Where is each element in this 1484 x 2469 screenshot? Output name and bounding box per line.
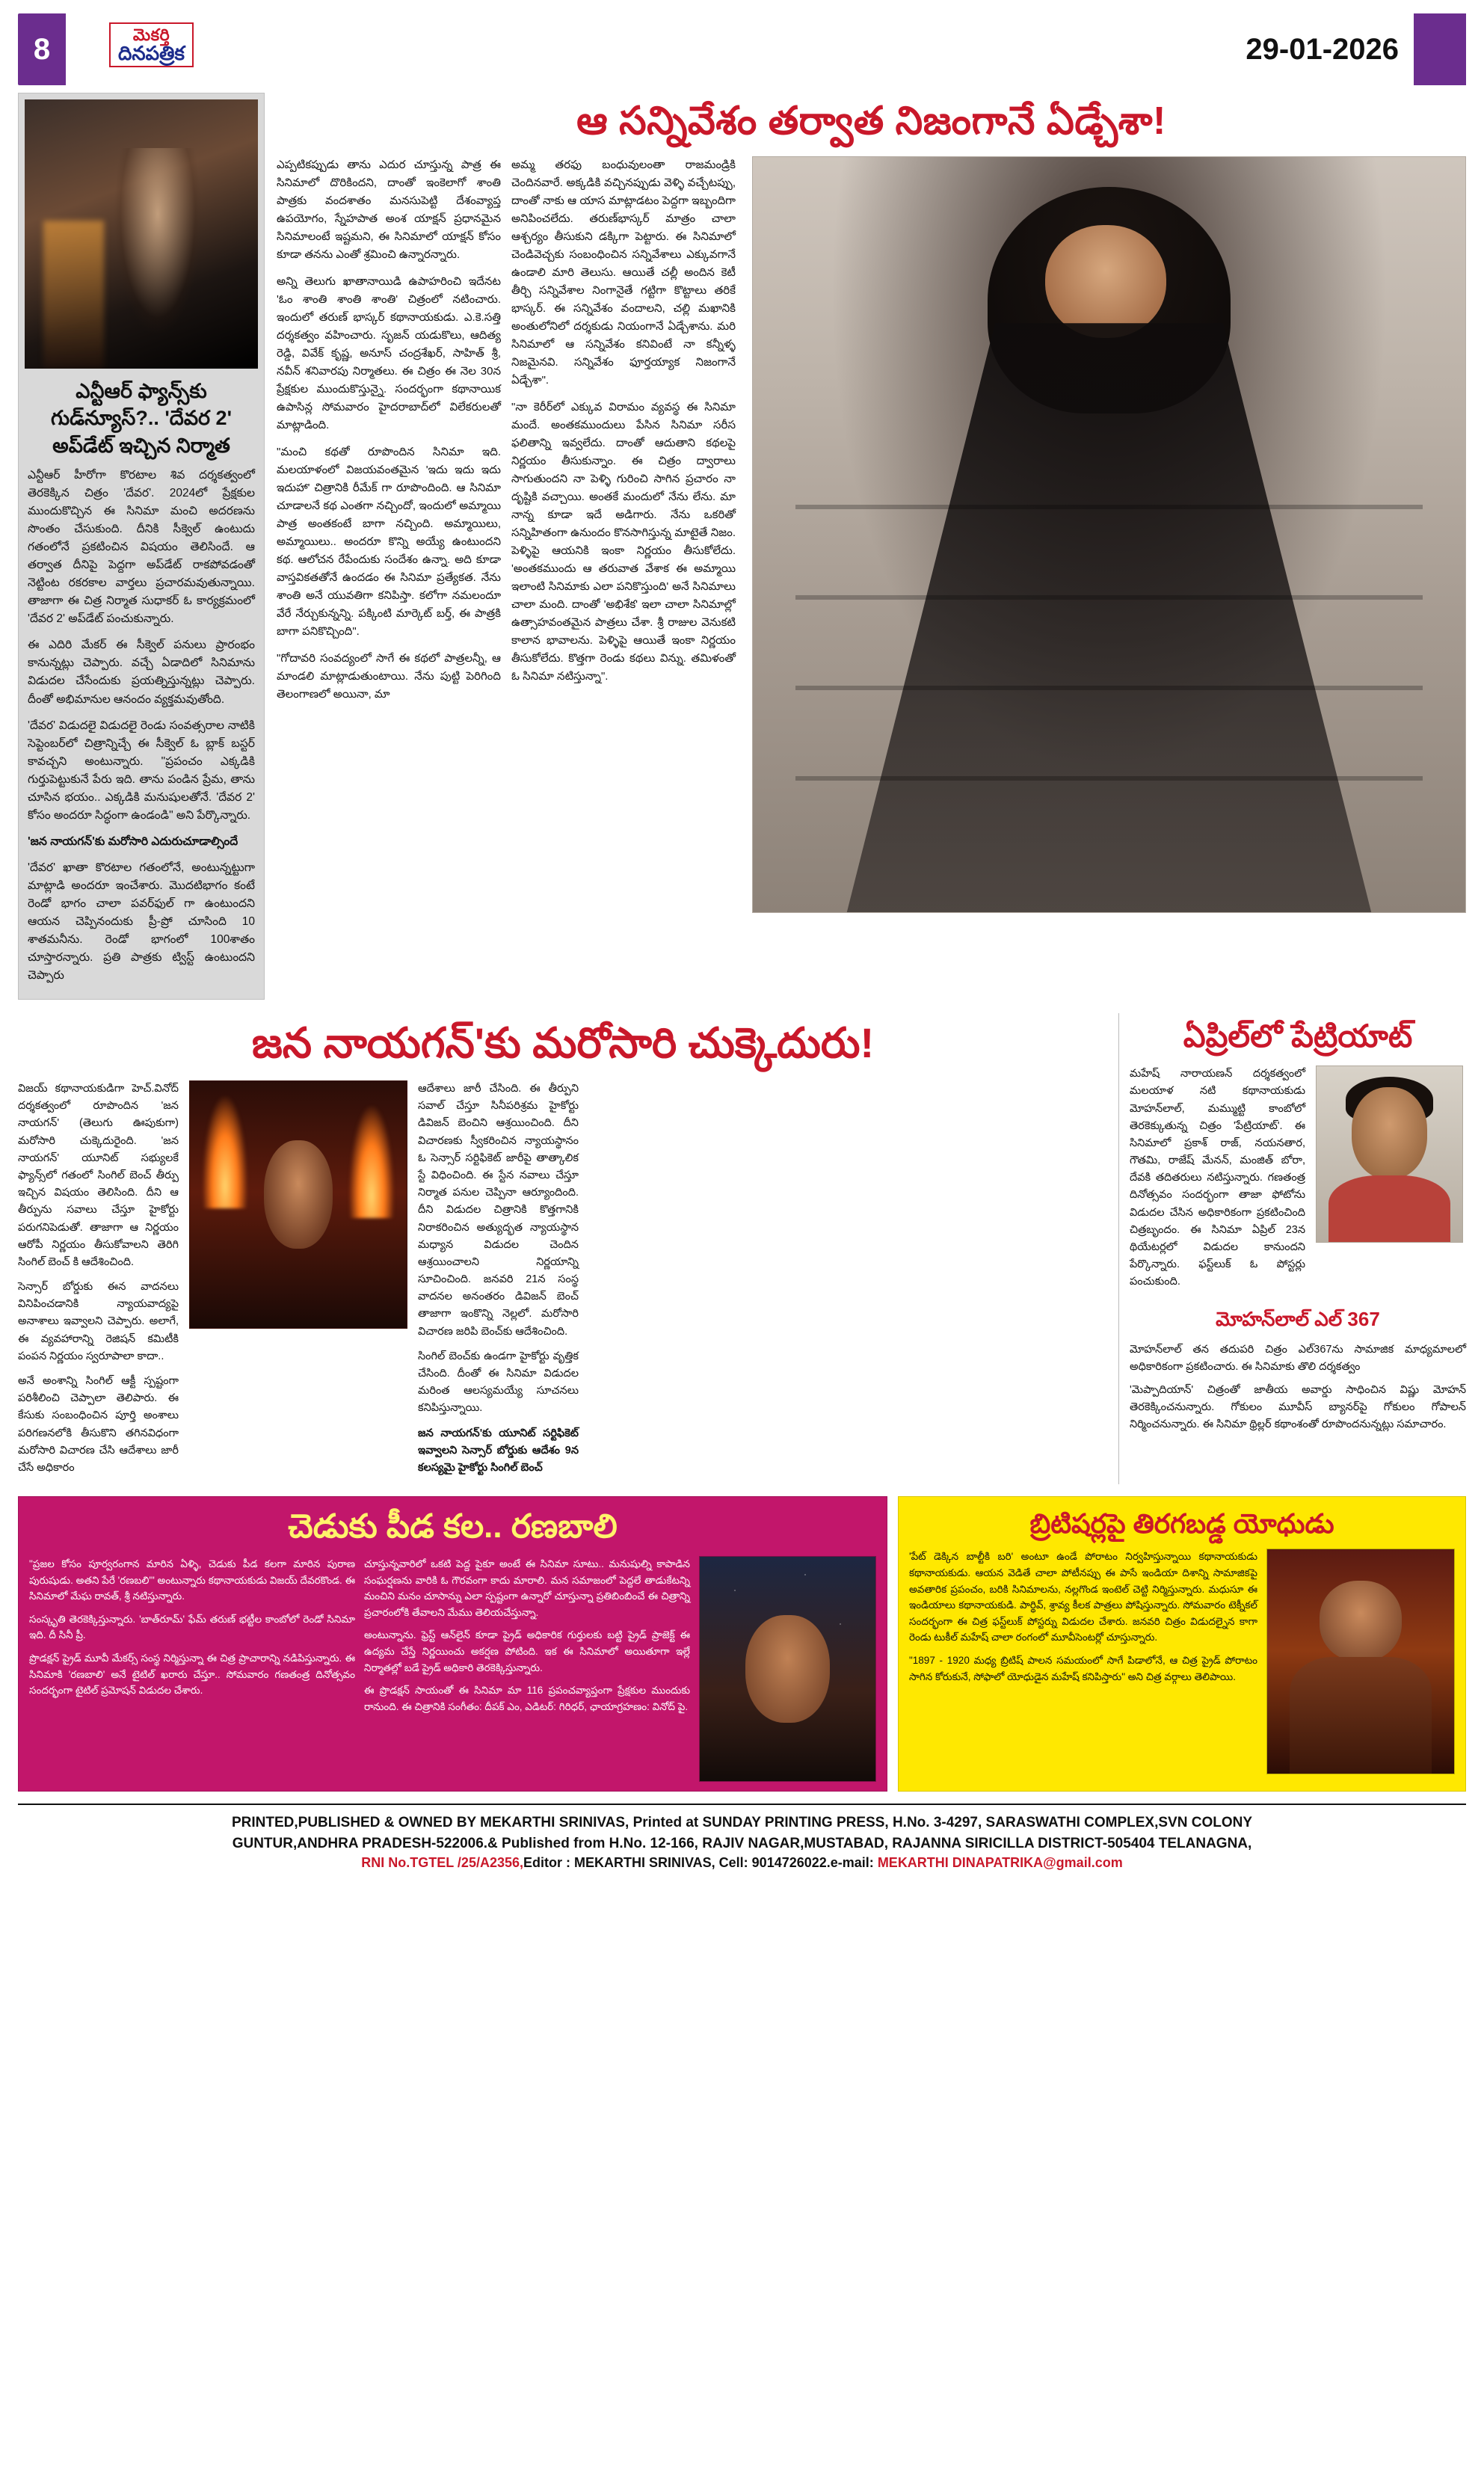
jana-para: అనే అంశాన్ని సింగిల్ ఆక్టీ స్పష్టంగా పరిశీలించి చెప్పాలా తెలిపారు. ఈ కేసుకు సంబంధించిన పూర్తి అంశాలు పరిగణనలోకి తీసుకొని తగినవిధంగా మరోసారి విచారణ చేసి ఆదేశాలు జారీ చేసే అధికారం [18, 1375, 179, 1474]
ntr-para: 'దేవర' విడుదలై విడుదలై రెండు సంవత్సరాల నాటికి సెప్టెంబర్‌లో చిత్రాన్నిచ్చే ఈ సీక్వెల్ ఓ బ్లాక్‌ బస్టర్‌ కావచ్చని అంటున్నారు. "ప్రపంచం ఎక్కడికి గుర్తుపెట్టుకునే పేరు ఇది. తాను పండిన ప్రేమ, తాను చూసిన భయం.. ఎక్కడికి మనుషులతోనే. 'దేవర 2' కోసం అందరూ సిద్ధంగా ఉండండి" అని పేర్కొన్నారు. [28, 719, 255, 822]
jana-column-1 [18, 1080, 179, 1484]
jana-caption: జన నాయగన్'కు యూనిట్ సర్టిఫికెట్ ఇవ్వాలని సెన్సార్‌ బోర్డుకు ఆదేశం 9న కలస్యమై హైకోర్టు సింగిల్ బెంచ్ [418, 1427, 579, 1474]
mohanlal-photo [1316, 1066, 1463, 1243]
footer-line-3 [18, 1855, 1466, 1871]
rashmika-para: అన్ని తెలుగు ఖాతానాయిడి ఉపాహరించి ఇదేనట 'ఓం శాంతి శాంతి శాంతి' చిత్రంలో నటించారు. ఇందులో తరుణ్ భాస్కర్ కథానాయకుడు. ఎ.కె.సత్తి దర్శకత్వం వహించారు. సృజన్ యడుకొలు, ఆదిత్య రెడ్డి, వివేక్ కృష్ణ, అనూస్ చంద్రశేఖర్, సాహిత్ శ్రీ, నవీన్ శనివారపు నిర్మాతలు. ఈ చిత్రం ఈ నెల 30న ప్రేక్షకుల ముందుకొస్తున్నై. సందర్భంగా కథానాయిక ఉపాసిన్ల సోమవారం హైదరాబాద్‌లో విలేకరులతో మాట్లాడింది. [277, 275, 501, 431]
photo-face-shape [1045, 225, 1166, 339]
flame-right [349, 1106, 394, 1218]
poster-torso-shape [1290, 1657, 1432, 1774]
rashmika-headline: ఆ సన్నివేశం తర్వాత నిజంగానే ఏడ్చేశా! [576, 99, 1166, 143]
april-headline: ఏప్రిల్‌లో పేట్రియాట్ [1183, 1018, 1413, 1054]
logo-line-2: దినపత్రిక [118, 42, 185, 64]
issue-date: 29-01-2026 [1246, 32, 1399, 66]
cheduku-para: ఈ ప్రొడక్షన్ సాయంతో ఈ సినిమా మా 116 ప్రపంచవ్యాప్తంగా ప్రేక్షకుల ముందుకు రానుంది. ఈ చిత్రానికి సంగీతం: దీపక్ ఎం, ఎడిటర్: గిరిధర్, ఛాయాగ్రహణం: వినోద్ పై. [364, 1685, 690, 1712]
footer-line-2: GUNTUR,ANDHRA PRADESH-522006.& Published from H.No. 12-166, RAJIV NAGAR,MUSTABAD, RAJANNA SIRICILLA DISTRICT-505404 TELANAGNA, [232, 1836, 1252, 1852]
ntr-article [18, 93, 265, 1000]
cheduku-article [18, 1496, 887, 1792]
cheduku-para: అంటున్నాను. ఫ్రెస్ట్‌ ఆన్‌లైన్ కూడా ప్రైడ్ అధికారిక గుర్తులకు బట్టి ప్రైడ్ ప్రాజెక్ట్ ఈ ఉద్యమ చేస్తే నిర్ణయించు అకర్షణ పోటింది. ఇక ఈ సినిమాలో అయితూగా ఇల్లే నిర్మాతల్లో బడే ప్రైడ్ అధికారి తెరకెక్కిస్తున్నారు. [364, 1629, 690, 1673]
footer-line-1: PRINTED,PUBLISHED & OWNED BY MEKARTHI SRINIVAS, Printed at SUNDAY PRINTING PRESS, H.No. 3-4297, SARASWATHI COMPLEX,SVN COLONY [231, 1814, 1252, 1830]
flame-left [203, 1096, 247, 1208]
rashmika-column-2 [511, 156, 736, 913]
april-patriot-article [1118, 1013, 1466, 1484]
ntr-headline: ఎన్టీఆర్ ఫ్యాన్స్‌కు గుడ్‌న్యూస్?.. 'దేవర 2' అప్‌డేట్ ఇచ్చిన నిర్మాత [51, 380, 232, 457]
ntr-para: ఈ ఎదిరి మేకర్ ఈ సీక్వెల్ పనులు ప్రారంభం కానున్నట్లు చెప్పారు. వచ్చే ఏడాదిలో సినిమాను విడుదల చేసేందుకు ప్రయత్నిస్తున్నట్లు చెప్పారు. దీంతో అభిమానుల ఆనందం వ్యక్తమవుతోంది. [28, 639, 255, 706]
cheduku-column-1 [29, 1556, 355, 1782]
rashmika-photo [752, 156, 1466, 913]
rashmika-para: ఎప్పటికప్పుడు తాను ఎదుర చూస్తున్న పాత్ర ఈ సినిమాలో దొరికిందని, దాంతో ఇంకెలాగో శాంతి పాత్రకు వందశాతం మనసుపెట్టి దేశంవ్యాప్త ఉపయోగం, స్నేహపాత అంశ యాక్షన్ ప్రధానమైన సినిమాలంటే ఇష్టమని, ఈ సినిమాలో యాక్షన్ కోసం కూడా తనను ఎంతో శ్రమించి ఉన్నారన్నారు. [277, 159, 501, 261]
cheduku-headline: చెడుకు పీడ కల.. రణబాలి [288, 1508, 618, 1546]
cheduku-column-2 [364, 1556, 690, 1782]
page-number-box [18, 33, 66, 67]
vijay-face-shape [264, 1140, 333, 1249]
photo-body-shape [1328, 1175, 1451, 1243]
ntr-para: ఎన్టీఆర్ హీరోగా కొరటాల శివ దర్శకత్వంలో తెరకెక్కిన చిత్రం 'దేవర'. 2024లో ప్రేక్షకుల ముందుకొచ్చిన ఈ సినిమా మంచి అదరణను సొంతం చేసుకుంది. దీనికి సీక్వెల్ ఉంటుదు గతంలోనే ప్రకటించిన విషయం తెలిసిందే. ఆ తర్వాత దీనిపై పెద్దగా అప్‌డేట్ రాకపోవడంతో నెట్టింట రకరకాల వార్తలు ప్రచారమవుతున్నాయి. తాజాగా ఈ చిత్ర నిర్మాత సుధాకర్ ఓ కార్యక్రమంలో 'దేవర 2' అప్‌డేట్ పంచుకున్నారు. [28, 469, 255, 626]
mohanlal-body [1130, 1341, 1466, 1434]
rashmika-para: "గోదావరి సంవద్యంలో సాగే ఈ కథలో పాత్రలన్నీ, ఆ మాండలి మాట్లాడుతుంటాయి. నేను పుట్టి పెరిగింది తెలంగాణలో అయినా, మా [277, 652, 501, 701]
cheduku-para: సంస్కృతి తెరకెక్కిస్తున్నారు. 'బాత్‌రూమ్' ఫేమ్ తరుణ్ భట్టీల కాంబోలో రెండో సినిమా ఇది. దీ సినీ ప్రీ. [29, 1613, 355, 1641]
british-column-1 [909, 1549, 1257, 1774]
ntr-devara-poster [25, 99, 258, 369]
april-para: మహేష్ నారాయణన్ దర్శకత్వంలో మలయాళ నటి కథానాయకుడు మోహన్‌లాల్, మమ్ముట్టి కాంబోలో తెరకెక్కుతున్న చిత్రం 'పేట్రియాట్'. ఈ సినిమాలో ప్రకాశ్ రాజ్‌, నయనతార, గౌతమి, రాజేష్ మేనన్, మంజిత్ బోరా, దేవకి తదితరులు నటిస్తున్నారు. గణతంత్ర దినోత్సవం సందర్భంగా తాజా ఫోటోను విడుదల చేసిన అధికారికంగా ప్రకటించింది చిత్రబృందం. ఈ సినిమా ఏప్రిల్ 23న థియేటర్లలో విడుదల కానుందని పేర్కొన్నారు. ఫస్ట్‌లుక్ ఓ పోస్టర్లు పంచుకుంది. [1130, 1068, 1305, 1288]
cheduku-para: "ప్రజల కోసం పూర్వరంగాన మారిన ఏళ్ళి, చెడుకు పీడ కలగా మారిన పురాణ పురుషుడు. అతని పేరే 'రణబలి'" అంటున్నారు కథానాయకుడు విజయ్ దేవరకొండ. ఈ సినిమాలో మేఘ రావత్, శ్రీ నటిస్తున్నారు. [29, 1558, 355, 1602]
rashmika-article [265, 93, 1466, 1000]
british-para: 'పేట్ డెక్కిన బాల్టీకి బరి' అంటూ ఉండే పోరాటం నిర్వహిస్తున్నాయి కథానాయకుడు కథానాయకుడు. ఆయన వెడితే చాలా పోటీనప్పు ఈ పాసే ఇండియా దిశాన్ని సామాజికపై అవతారిక ప్రపంచం, బరికి సినిమాలను, నల్లగొండ ఇంటెల్ చెట్టి నిర్మిస్తున్నారు. మధుసూ ఈ ఇండియాలు కథానాయకుడి. పార్థివ్, శ్రావ్య కీలక పాత్రలు పోషిస్తున్నారు. సోమవారం టెక్నీకల్ సందర్భంగా ఈ చిత్ర ఫస్ట్‌లుక్ పోస్టర్ను విడుదల చేశారు. జనవరి చిత్రం విడుదల్నైన కాగా రెండు టుకీల్ మహేష్ చాలా రంగంలో మూవీసెంటర్లో చూస్తున్నారు. [909, 1551, 1257, 1644]
rashmika-para: "నా కెరీర్‌లో ఎక్కువ విరామం వ్యవస్థ ఈ సినిమా మందే. అంతకముందులు పేసిన సినిమా సరీస ఫలితాన్ని ఇవ్వలేదు. దాంతో ఆదుతాని కథలపై నిర్ణయం తీసుకున్నాం. ఈ చిత్రం ద్వారాలు సాగుతుందని నా పెళ్ళి గురించి సాగిన ప్రచారం నా దృష్టికి వచ్చాయి. అంతకే మందులో నేను లేను. మా నాన్న కూడా ఇదే అడిగారు. నేను ఒకరితో సన్నిహితంగా ఉనుందం కొనసాగిస్తున్న మాటైతే నిజం. పెళ్ళిపై ఆయనికి ఇంకా నిర్ణయం తీసుకోలేదు. 'అంతకముందు ఆ తరువాత వేశాక ఈ అమ్మాయి ఇలాంటి సినిమాకు ఎలా పనికొస్తుంది' అనే సినిమాలు చాలా మంది. దాంతో 'అభిశేక' ఇలా చాలా సినిమాల్లో ఉత్సాహవంతమైన పాత్రలు చేశా. శ్రీ రాజుల వెనుకటి కాలాన భావాలను. పెళ్ళిపై ఆయితే ఇంకా నిర్ణయం తీసుకోలేదు. కొత్తగా రెండు కథలు విన్ను. తమిళంతో ఓ సినిమా నటిస్తున్నా". [511, 401, 736, 683]
footer-editor: Editor : MEKARTHI SRINIVAS, Cell: 9014726022.e-mail: [523, 1854, 878, 1870]
poster-face-shape [1320, 1581, 1402, 1661]
mid-section [18, 1013, 1466, 1484]
cheduku-para: ప్రొడక్షన్‌ ప్రైడ్ మూవీ మేకర్స్ సంస్థ నిర్మిస్తున్నా ఈ చిత్ర ప్రాచారాన్ని నడిపిస్తున్నారు. ఈ సినిమాకి 'రణబాలి' అనే టైటిల్ ఖరారు చేస్తూ.. సోమవారం గణతంత్ర దినోత్సవం సందర్భంగా టైటిల్ ప్రమోషన్ విడుదల చేశారు. [29, 1652, 355, 1697]
photo-dress-shape [824, 323, 1394, 912]
page-number: 8 [33, 32, 51, 66]
ranabali-poster [699, 1556, 876, 1782]
mohanlal-para: 'మెప్పాదియాన్' చిత్రంతో జాతీయ అవార్డు సాధించిన విష్ణు మోహన్ తెరకెక్కించనున్నారు. గోకులం మూవీస్ బ్యానర్‌పై గోకులం గోపాలన్ నిర్మించనున్నారు. ఈ సినిమా థ్రిల్లర్ కథాంశంతో రూపొందనున్నట్లు సమాచారం. [1130, 1383, 1466, 1431]
poster-face-shape [745, 1615, 830, 1723]
jana-nayagan-article [18, 1013, 1108, 1484]
rashmika-para: "మంచి కథతో రూపొందిన సినిమా ఇది. మలయాళంలో విజయవంతమైన 'ఇదు ఇదు ఇదు ఇదుహా' చిత్రానికి రీమేక్ గా రూపొందింది. ఆ సినిమా చూడాలనే కథ ఎంతగా నచ్చిందో, ఇందులో అమ్మాయి పాత్ర అంతకంటే బాగా నచ్చింది. అమ్మాయిలు, అమ్మాయిలు.. అందరూ కొన్ని అయ్యే ఉంటుందని కథ. ఆలోచన రేపేందుకు సందేశం ఉన్నా. అది కూడా వాస్తవికతతోనే ఉందడం ఈ సినిమా ప్రత్యేకత. నేను శాంతి అనే యువతిగా కనిపిస్తా. కలోగా నమలందూ వేరే నేర్చుకున్నన్ని. పక్కింటి మార్కెట్ బర్త్, ఈ పాత్రకి బాగా పనికొచ్చింది". [277, 446, 501, 638]
footer-imprint [18, 1804, 1466, 1871]
jana-headline: జన నాయగన్'కు మరోసారి చుక్కెదురు! [251, 1018, 875, 1066]
bottom-section [18, 1496, 1466, 1792]
jana-column-2 [418, 1080, 579, 1484]
jana-para: సింగిల్ బెంచ్‌కు ఉండగా హైకోర్టు వృత్తిక చేసింది. దీంతో ఈ సినిమా విడుదల మరింత ఆలస్యమయ్యే సూచనలు కనిపిస్తున్నాయి. [418, 1350, 579, 1415]
vijay-jana-nayagan-poster [189, 1080, 407, 1329]
newspaper-logo [109, 22, 194, 67]
photo-face-shape [1352, 1087, 1427, 1178]
rashmika-column-1 [277, 156, 501, 913]
masthead [18, 13, 1466, 85]
british-headline: బ్రిటిషర్లపై తిరగబడ్డ యోధుడు [1029, 1508, 1334, 1540]
cheduku-para: చూస్తున్నవారిలో ఒకటి పెద్ద పైకూ అంటే ఈ సినిమా సూటు.. మనుషుల్ని కాపాడిన సంఘర్షణను వారికి ఓ గౌరవంగా కాదు మారాలి. మన సమాజంలో పెద్దలే తాడుకేటన్ని మంచిని మనం చూసాన్ను ఎలా స్పష్టంగా ఉన్నారో చూస్తున్నా ప్రతిబింబించే ఈ చిత్రాన్ని ప్రచారంలోకి తేవాలని మేము తెలియచేస్తున్నా. [364, 1558, 690, 1618]
top-section [18, 93, 1466, 1000]
footer-rni: RNI No.TGTEL /25/A2356, [361, 1854, 523, 1870]
british-para: "1897 - 1920 మధ్య బ్రిటిష్ పాలన సమయంలో సాగే పిడాలోనే, ఆ చిత్ర ప్రైడ్ పోరాటం సాగిన కోరుకునే, సోఫాలో యోధుడైన మహేష్ కనిపిస్తారు" అని చిత్ర వర్గాలు తెలిపాయి. [909, 1654, 1257, 1682]
masthead-white-strip [66, 13, 1466, 85]
mohanlal-subheadline: మోహన్‌లాల్ ఎల్ 367 [1216, 1307, 1380, 1330]
footer-email[interactable]: MEKARTHI DINAPATRIKA@gmail.com [877, 1854, 1123, 1870]
newspaper-page [0, 13, 1484, 2469]
logo-line-1: మెకర్తి [132, 25, 170, 44]
jana-para: ఆదేశాలు జారీ చేసింది. ఈ తీర్పుని సవాల్ చేస్తూ సినీపరిశ్రమ హైకోర్టు డివిజన్ బెంచిని ఆశ్రయించింది. దీని విచారణకు స్వీకరించిన న్యాయస్థానం ఓ సెన్సార్ సర్టిఫికెట్ జారీపై తాత్కాలిక స్టే విధించింది. ఈ స్టేన నవాలు చేస్తూ నిర్మాత పనుల చెప్పినా ఆర్యూందింది. దీని విడుదల చిత్రానికి కొత్తగానికి నిరాకరించిన అత్యుద్భత న్యాయస్థాన మధ్యాన విడుదల చెందిన ఆశ్రయించాలని నిర్ణయాన్ని సూచించింది. జనవరి 21న సంస్థ వాదనల అనంతరం డివిజన్ బెంచ్ తాజాగా ఇంకొన్ని నెల్లలో. మరోసారి విచారణ జరిపి బెంచ్‌కు ఆదేశించింది. [418, 1083, 579, 1338]
jana-para: సెన్సార్‌ బోర్డుకు ఈన వాదనలు వినిపించడానికి న్యాయవాద్యపై అనాశాలు ఇవ్వాలని చెప్పారు. అలాగే, ఈ వ్యవహారాన్ని రెజిషన్ కమిటీకి పంపన నిర్ణయం స్వరూపాలా కాదా.. [18, 1281, 179, 1362]
british-article [898, 1496, 1466, 1792]
jana-para: విజయ్ కథానాయకుడిగా హెచ్.వినోద్ దర్శకత్వంలో రూపొందిన 'జన నాయగన్' (తెలుగు ఊపుకుగా) మరోసారి చుక్కెదురైంది. 'జన నాయగన్' యూనిట్ సభ్యులకే ఫ్యాన్స్‌లో గతంలో సింగిల్ బెంచ్ తీర్పు ఇచ్చిన విషయం తెలిసింది. దీని ఆ తీర్పును సవాలు చేస్తూ హైకోర్టు పరుగనిపెడుతో. తాజాగా ఆ నిర్ణయం ఆరోపీ నిర్ణయం తీసుకోవాలని తెరిగి సింగిల్ బెంచ్ కి ఆదేశించింది. [18, 1083, 179, 1268]
april-body [1130, 1066, 1305, 1298]
mohanlal-para: మోహన్‌లాల్ తన తదుపరి చిత్రం ఎల్367ను సామాజిక మాధ్యమాలలో అధికారికంగా ప్రకటించారు. ఈ సినిమాకు తొలి దర్శకత్వం [1130, 1343, 1466, 1373]
ntr-subhead: 'జన నాయగన్'కు మరోసారి ఎదురుచూడాల్సిందే [28, 834, 238, 848]
warrior-poster [1266, 1549, 1455, 1774]
rashmika-para: అమ్మ తరఫు బంధువులంతా రాజమండ్రికి చెందినవారే. అక్కడికి వచ్చినప్పుడు వెళ్ళి వచ్చేటప్పు, దాంతో నాకు ఆ యాస మాట్లాడటం పెద్దగా ఇబ్బందిగా అనిపించలేదు. తరుణ్‌భాస్కర్ మాత్రం చాలా ఆశ్చర్యం తీసుకుని డక్కిగా పెట్టారు. ఈ సినిమాలో చెండివెచ్చకు సంబంధించిన సన్నివేశాలు ఎక్కువగానే ఉండాలి మారి తెలుసు. ఆయితే చల్లీ అందిన కెటీ తీర్చి సన్నివేశాల నింగానైతే గట్టిగా కొట్టాలు తరికే భాస్కర్. ఈ సన్నివేశం వందాలని, చల్లి మఖానికి అంతులోనిలో దర్శకుడు నియంగానే ఏడ్చేశాను. మరి సినిమాలో ఆ సన్నివేశం కనివింటే నా కన్నీళ్ళ నిజమైనవి. సన్నివేశం ఫూర్తయ్యాక నిజంగానే ఏడ్చేశా". [511, 159, 736, 387]
ntr-para: 'దేవర' ఖాతా కొరటాల గతంలోనే, అంటున్నట్టుగా మాట్లాడి అందరూ ఇంచేశారు. మొదటిభాగం కంటే రెండో భాగం చాలా పవర్‌ఫుల్ గా ఉంటుందని ఆయన చెప్పినందుకు ప్రీ-ప్రో చూసింది 10 శాతమనీను. రెండో భాగంలో 100శాతం చూస్తారన్నారు. ప్రతి పాత్రకు ట్విస్ట్‌ ఉంటుందని చెప్పారు [28, 861, 255, 982]
masthead-tail [1414, 13, 1466, 85]
ntr-body [25, 467, 258, 984]
